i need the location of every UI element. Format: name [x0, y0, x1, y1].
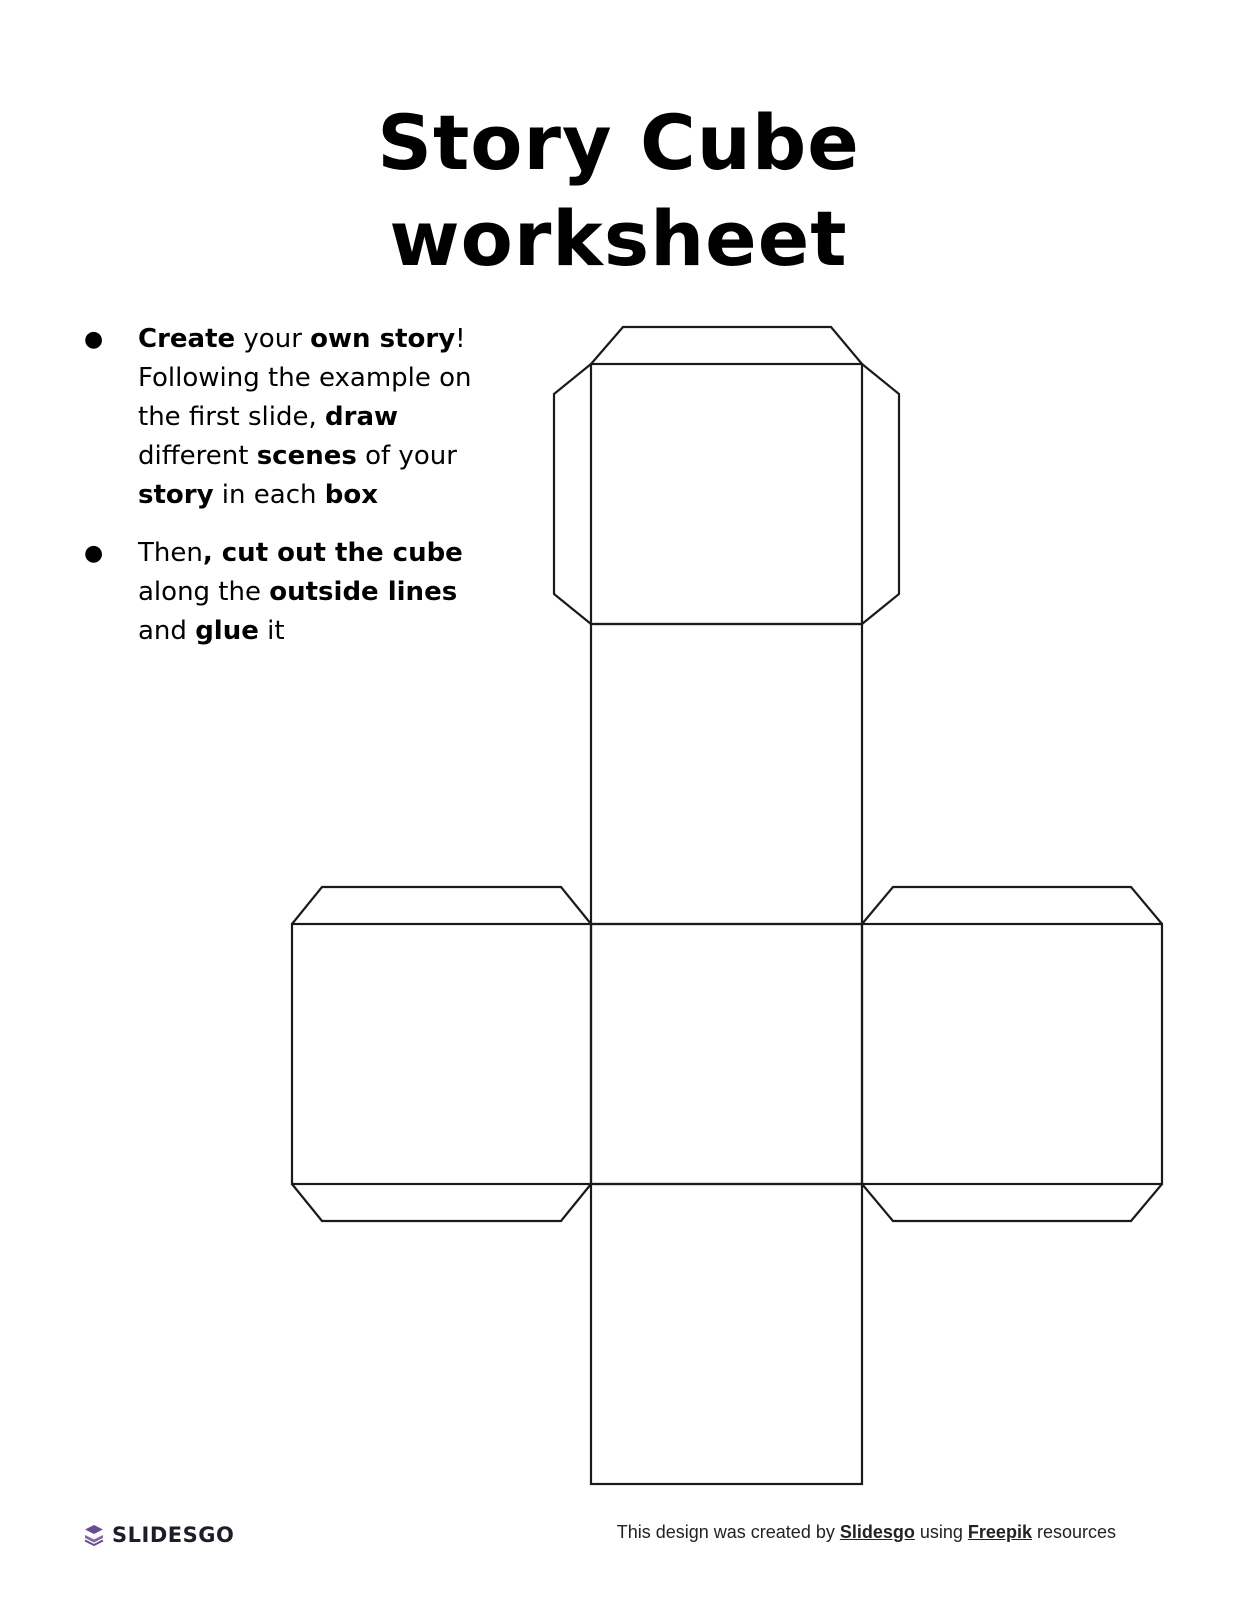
instruction-emphasis: own story	[310, 324, 456, 354]
cube-face-bottom	[591, 1184, 862, 1484]
instruction-text: your	[235, 324, 311, 354]
glue-tab-right-bottom	[862, 1184, 1162, 1221]
instruction-text: ! Following the example on the first slide,	[138, 324, 472, 432]
slidesgo-logo-icon	[82, 1523, 106, 1547]
slidesgo-link[interactable]: Slidesgo	[839, 1522, 915, 1542]
logo-text: SLIDESGO	[112, 1523, 235, 1547]
instruction-text: Then	[138, 538, 203, 568]
cube-face-center	[591, 924, 862, 1184]
glue-tab-right-top	[862, 887, 1162, 924]
glue-tab-top	[591, 327, 862, 364]
instruction-text: different	[138, 441, 257, 471]
cube-face-right	[862, 924, 1162, 1184]
glue-tab-left-top	[292, 887, 591, 924]
instruction-emphasis: story	[138, 480, 214, 510]
footer-credit	[617, 1522, 1116, 1543]
cube-face-left	[292, 924, 591, 1184]
slidesgo-logo[interactable]	[82, 1520, 234, 1550]
instruction-emphasis: glue	[195, 616, 259, 646]
instruction-emphasis: box	[324, 480, 378, 510]
cube-face-upper-middle	[591, 624, 862, 924]
instruction-emphasis: Create	[138, 324, 236, 354]
credit-middle: using	[914, 1522, 968, 1542]
title-line-2: worksheet	[389, 194, 848, 283]
credit-prefix: This design was created by	[616, 1522, 840, 1542]
glue-tab-top-right	[862, 364, 899, 624]
freepik-link[interactable]: Freepik	[967, 1522, 1032, 1542]
instruction-text: of your	[356, 441, 457, 471]
instruction-text: along the	[138, 577, 270, 607]
glue-tab-left-bottom	[292, 1184, 591, 1221]
credit-suffix: resources	[1031, 1522, 1116, 1542]
instruction-text: in each	[213, 480, 325, 510]
cube-face-top	[591, 364, 862, 624]
title-line-1: Story Cube	[377, 98, 860, 187]
instruction-emphasis: , cut out the cube	[202, 538, 463, 568]
instruction-emphasis: scenes	[256, 441, 357, 471]
glue-tab-top-left	[554, 364, 591, 624]
instruction-emphasis: draw	[325, 402, 399, 432]
instruction-text: it	[258, 616, 285, 646]
instruction-text: and	[138, 616, 196, 646]
instruction-emphasis: outside lines	[269, 577, 458, 607]
